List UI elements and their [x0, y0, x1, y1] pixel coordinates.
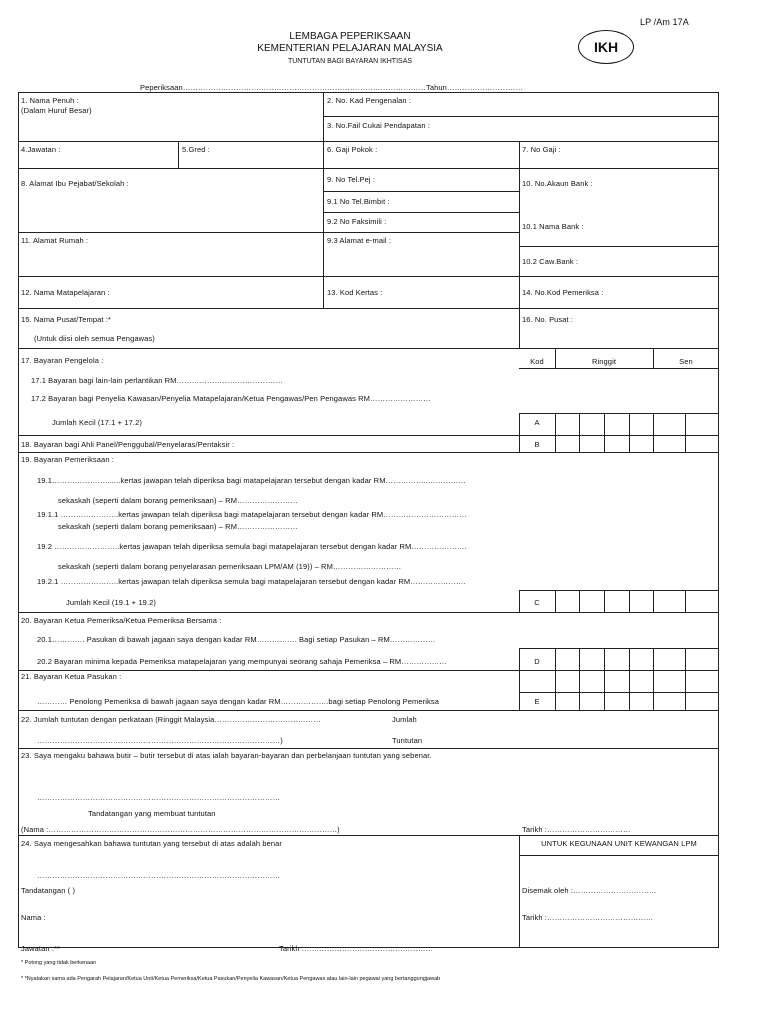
official-use-heading: UNTUK KEGUNAAN UNIT KEWANGAN LPM: [541, 839, 697, 848]
ikh-logo: IKH: [578, 30, 634, 64]
caw-bank-label: 10.2 Caw.Bank :: [522, 257, 579, 266]
tuntutan-label: Tuntutan: [392, 736, 423, 745]
section-18-label: 18. Bayaran bagi Ahli Panel/Penggubal/Penyelaras/Pentaksir :: [21, 440, 235, 449]
code-b: B: [534, 440, 540, 449]
section-19-2-sub: sekaskah (seperti dalam borang penyelarasan pemeriksaan LPM/AM (19)) – RM………………………: [58, 562, 402, 571]
alamat-email-label: 9.3 Alamat e-mail :: [327, 236, 392, 245]
section-19-1-sub: sekaskah (seperti dalam borang pemeriksaan) – RM……………………: [58, 496, 298, 505]
code-a: A: [534, 418, 540, 427]
kod-pemeriksa-label: 14. No.Kod Pemeriksa :: [522, 288, 604, 297]
signature-caption: Tandatangan yang membuat tuntutan: [88, 809, 216, 818]
tel-pej-label: 9. No Tel.Pej :: [327, 175, 376, 184]
signature-line-24: ……………………………………………………………………………………: [37, 871, 281, 880]
disemak-oleh: Disemak oleh :……………………………: [522, 886, 657, 895]
org-line-2: KEMENTERIAN PELAJARAN MALAYSIA: [257, 43, 443, 54]
section-19-1-1: 19.1.1 …………………..kertas jawapan telah diperiksa bagi matapelajaran tersebut dengan kadar RM……………………………: [37, 510, 467, 519]
footnote-2: * *Nyatakan sama ada Pengarah Pelajaran/Ketua Unit/Ketua Pemeriksa/Ketua Pasukan/Penyelia Kawasan/Ketua Pengawas atau lain-lain pegawai yang bertanggungjawab: [21, 976, 441, 982]
section-17-label: 17. Bayaran Pengelola :: [21, 356, 104, 365]
nama-bank-label: 10.1 Nama Bank :: [522, 222, 584, 231]
alamat-pejabat-label: 8. Alamat Ibu Pejabat/Sekolah :: [21, 179, 129, 188]
org-line-1: LEMBAGA PEPERIKSAAN: [289, 31, 411, 42]
form-code: LP /Am 17A: [640, 17, 689, 27]
no-akaun-label: 10. No.Akaun Bank :: [522, 179, 593, 188]
code-d: D: [534, 657, 540, 666]
gred-label: 5.Gred :: [182, 145, 210, 154]
kod-kertas-label: 13. Kod Kertas :: [327, 288, 383, 297]
exam-year-line: Peperiksaan……………………………………………………………………………………Tahun…………………………: [140, 83, 523, 92]
section-19-1: 19.1………………….......kertas jawapan telah diperiksa bagi matapelajaran tersebut dengan kadar RM……………..……………: [37, 476, 466, 485]
nama-penuh-label: 1. Nama Penuh :: [21, 96, 79, 105]
section-23-label: 23. Saya mengaku bahawa butir – butir tersebut di atas ialah bayaran-bayaran dan perbelanjaan tuntutan yang sebenar.: [21, 751, 432, 760]
gaji-pokok-label: 6. Gaji Pokok :: [327, 145, 378, 154]
section-20-2: 20.2 Bayaran minima kepada Pemeriksa matapelajaran yang mempunyai seorang sahaja Pemeriksa – RM………………: [37, 657, 447, 666]
no-pusat-label: 16. No. Pusat :: [522, 315, 574, 324]
section-19-2-1: 19.2.1 …………………..kertas jawapan telah diperiksa semula bagi matapelajaran tersebut dengan kadar RM………………….: [37, 577, 466, 586]
jawatan-label: 4.Jawatan :: [21, 145, 61, 154]
section-21-label: 21. Bayaran Ketua Pasukan :: [21, 672, 122, 681]
tel-bimbit-label: 9.1 No Tel.Bimbit :: [327, 197, 390, 206]
jawatan-24: Jawatan :**: [21, 944, 61, 953]
signature-line-23: ……………………………………………………………………………………: [37, 793, 281, 802]
tarikh-23: Tarikh :……………………………: [522, 825, 631, 834]
jumlah-kecil-19: Jumlah Kecil (19.1 + 19.2): [66, 598, 156, 607]
section-19-label: 19. Bayaran Pemeriksaan :: [21, 455, 114, 464]
kad-pengenalan-label: 2. No. Kad Pengenalan :: [327, 96, 412, 105]
no-gaji-label: 7. No Gaji :: [522, 145, 561, 154]
col-ringgit-header: Ringgit: [591, 357, 617, 366]
col-sen-header: Sen: [679, 357, 693, 366]
section-21-1: ………… Penolong Pemeriksa di bawah jagaan saya dengan kadar RM……………….bagi setiap Penolong Pemeriksa: [37, 697, 439, 706]
footnote-1: * Potong yang tidak berkenaan: [21, 960, 97, 966]
tarikh-24: Tarikh :……………………………………………: [279, 944, 434, 953]
pusat-hint: (Untuk diisi oleh semua Pengawas): [34, 334, 155, 343]
faksimili-label: 9.2 No Faksimili :: [327, 217, 387, 226]
section-20-1: 20.1…………. Pasukan di bawah jagaan saya dengan kadar RM……………. Bagi setiap Pasukan – RM………………: [37, 635, 436, 644]
tarikh-right: Tarikh :……………………………………: [522, 913, 654, 922]
section-22-label: 22. Jumlah tuntutan dengan perkataan (Ringgit Malaysia……………………………………: [21, 715, 321, 724]
section-17-1: 17.1 Bayaran bagi lain-lain perlantikan RM……………………………………: [31, 376, 283, 385]
alamat-rumah-label: 11. Alamat Rumah :: [21, 236, 89, 245]
fail-cukai-label: 3. No.Fail Cukai Pendapatan :: [327, 121, 430, 130]
section-24-label: 24. Saya mengesahkan bahawa tuntutan yang tersebut di atas adalah benar: [21, 839, 283, 848]
tandatangan-label: Tandatangan ( ): [21, 886, 76, 895]
section-20-label: 20. Bayaran Ketua Pemeriksa/Ketua Pemeriksa Bersama :: [21, 616, 222, 625]
section-19-2: 19.2 ……………………..kertas jawapan telah diperiksa semula bagi matapelajaran tersebut dengan kadar RM………………….: [37, 542, 467, 551]
nama-line-23: (Nama :……………………………………………………………………………………………………): [21, 825, 340, 834]
code-c: C: [534, 598, 540, 607]
section-19-1-1-sub: sekaskah (seperti dalam borang pemeriksaan) – RM……………………: [58, 522, 298, 531]
nama-hint: (Dalam Huruf Besar): [21, 106, 92, 115]
nama-24: Nama :: [21, 913, 46, 922]
form-title: TUNTUTAN BAGI BAYARAN IKHTISAS: [287, 58, 413, 65]
section-17-2: 17.2 Bayaran bagi Penyelia Kawasan/Penyelia Matapelajaran/Ketua Pengawas/Pen Pengawas RM……………………: [31, 394, 431, 403]
nama-pusat-label: 15. Nama Pusat/Tempat :*: [21, 315, 111, 324]
section-22-line2: ……………………………………………………………………………………): [37, 736, 283, 745]
col-kod-header: Kod: [530, 357, 544, 366]
jumlah-label: Jumlah: [392, 715, 417, 724]
matapelajaran-label: 12. Nama Matapelajaran :: [21, 288, 110, 297]
code-e: E: [534, 697, 540, 706]
jumlah-kecil-17: Jumlah Kecil (17.1 + 17.2): [52, 418, 142, 427]
